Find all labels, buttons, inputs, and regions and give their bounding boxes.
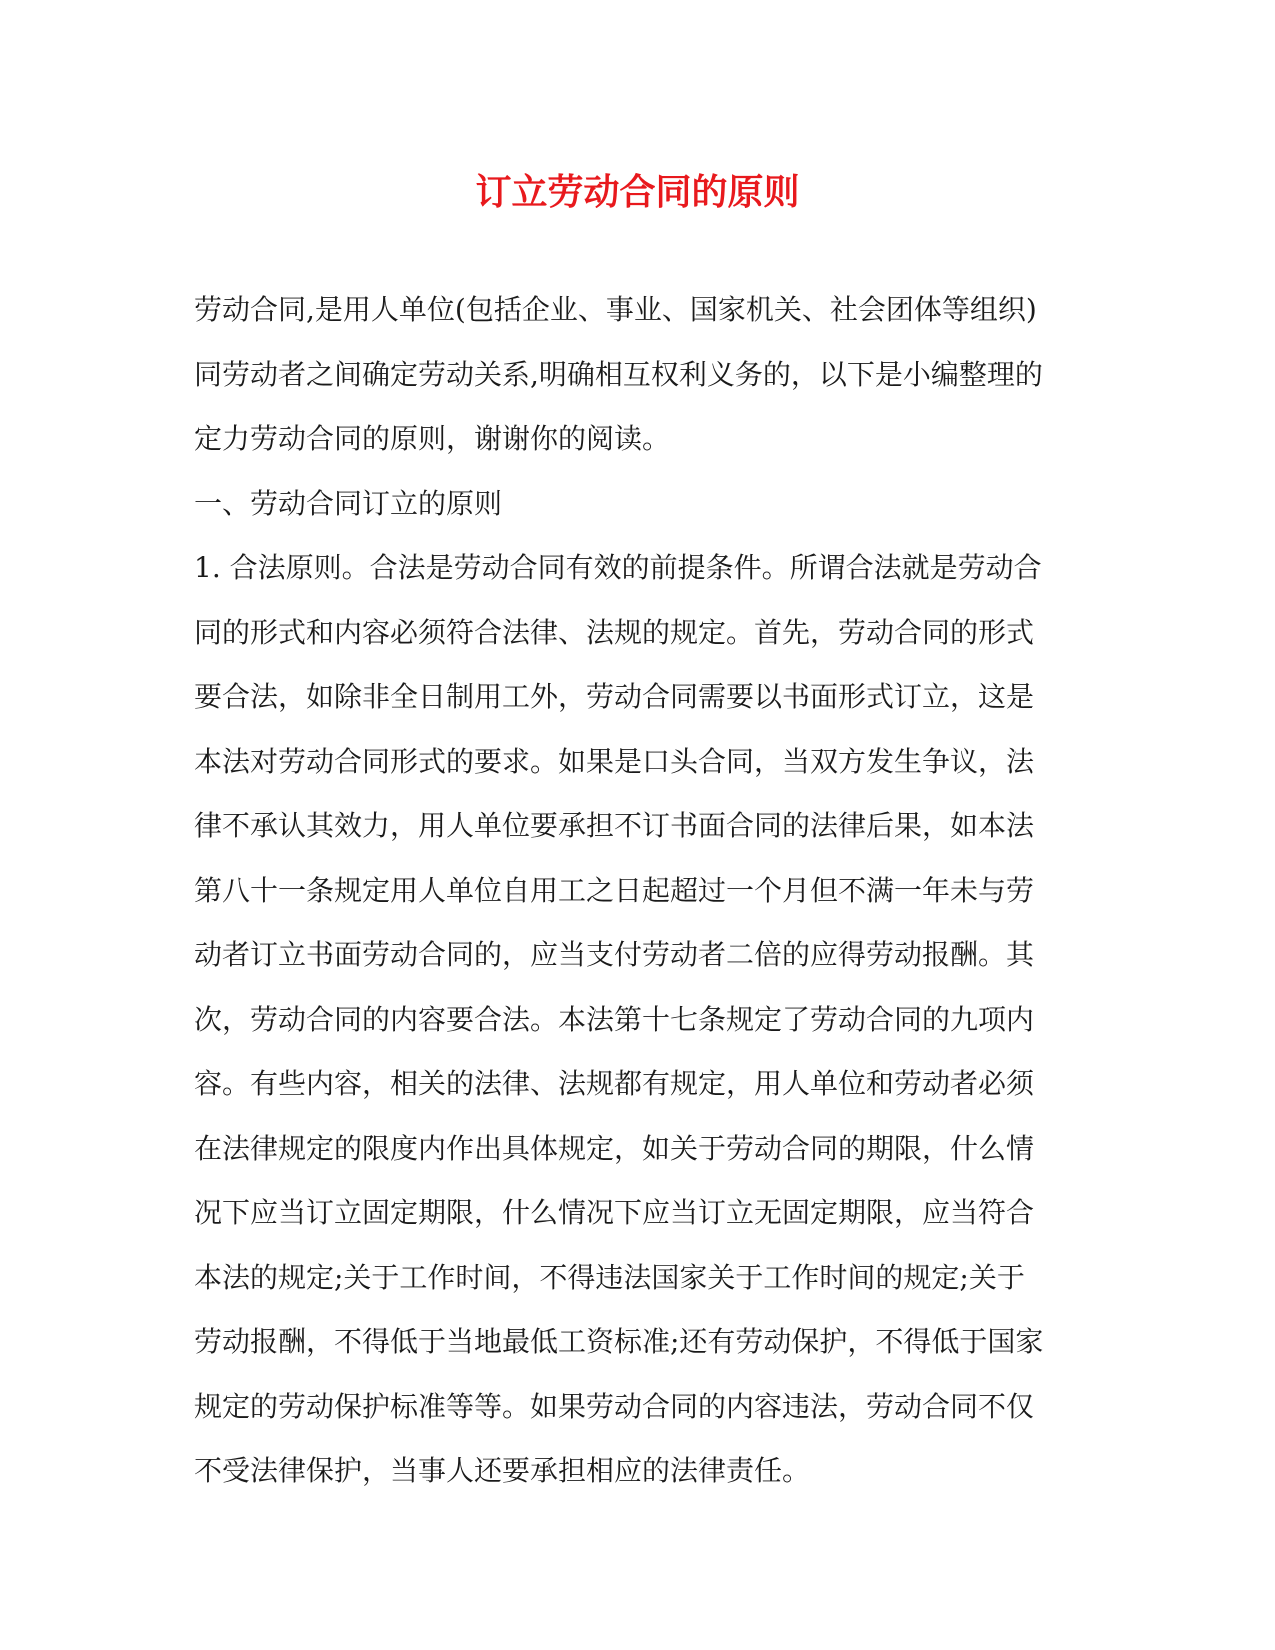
body-line-3: 定力劳动合同的原则，谢谢你的阅读。	[194, 422, 671, 455]
body-line-10: 第八十一条规定用人单位自用工之日起超过一个月但不满一年未与劳	[194, 873, 1035, 907]
body-line-19: 不受法律保护，当事人还要承担相应的法律责任。	[194, 1454, 811, 1487]
body-line-16: 本法的规定;关于工作时间，不得违法国家关于工作时间的规定;关于	[194, 1260, 1025, 1294]
document-body	[194, 278, 1084, 1504]
body-line-13: 容。有些内容，相关的法律、法规都有规定，用人单位和劳动者必须	[194, 1067, 1035, 1100]
body-line-2: 同劳动者之间确定劳动关系,明确相互权利义务的，以下是小编整理的	[194, 357, 1043, 391]
body-line-11: 动者订立书面劳动合同的，应当支付劳动者二倍的应得劳动报酬。其	[194, 938, 1035, 971]
body-line-6: 同的形式和内容必须符合法律、法规的规定。首先，劳动合同的形式	[194, 615, 1035, 649]
body-line-5: 1. 合法原则。合法是劳动合同有效的前提条件。所谓合法就是劳动合	[194, 551, 1042, 584]
body-line-15: 况下应当订立固定期限，什么情况下应当订立无固定期限，应当符合	[194, 1196, 1035, 1229]
body-line-18: 规定的劳动保护标准等等。如果劳动合同的内容违法，劳动合同不仅	[194, 1389, 1035, 1423]
body-line-1: 劳动合同,是用人单位(包括企业、事业、国家机关、社会团体等组织)	[194, 293, 1037, 326]
body-line-14: 在法律规定的限度内作出具体规定，如关于劳动合同的期限，什么情	[194, 1131, 1035, 1165]
body-line-9: 律不承认其效力，用人单位要承担不订书面合同的法律后果，如本法	[194, 809, 1035, 842]
body-line-7: 要合法，如除非全日制用工外，劳动合同需要以书面形式订立，这是	[194, 680, 1035, 713]
body-line-12: 次，劳动合同的内容要合法。本法第十七条规定了劳动合同的九项内	[194, 1002, 1035, 1036]
document-title: 订立劳动合同的原则	[475, 171, 800, 213]
section-heading: 一、劳动合同订立的原则	[194, 486, 503, 520]
body-line-8: 本法对劳动合同形式的要求。如果是口头合同，当双方发生争议，法	[194, 744, 1035, 778]
body-line-17: 劳动报酬，不得低于当地最低工资标准;还有劳动保护，不得低于国家	[194, 1325, 1044, 1358]
